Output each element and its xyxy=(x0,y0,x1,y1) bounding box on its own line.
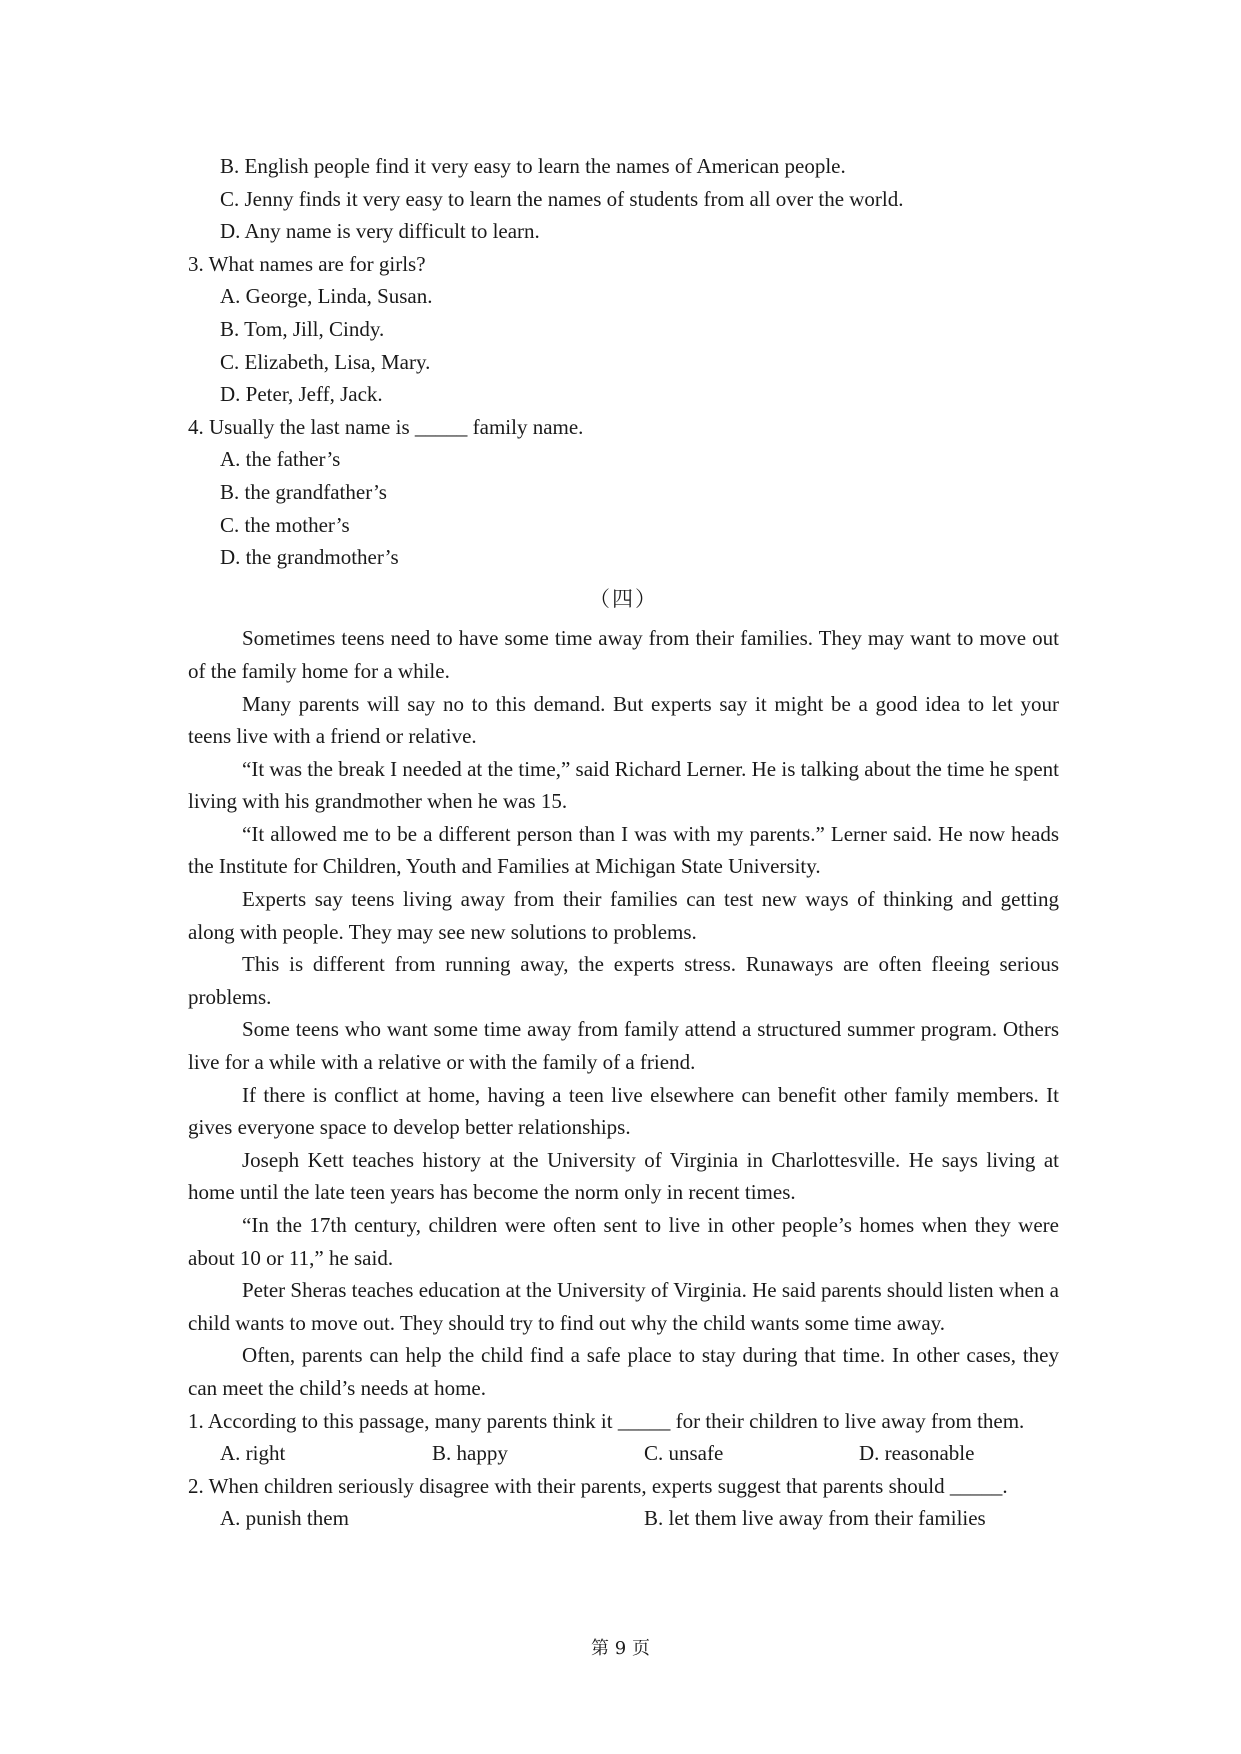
passage-paragraph: Peter Sheras teaches education at the University of Virginia. He said parents should listen when a child wants to move out. They should try to find out why the child wants some time away. xyxy=(188,1278,1059,1335)
q2-option-b: B. English people find it very easy to learn the names of American people. xyxy=(220,154,846,178)
passage-paragraph: Often, parents can help the child find a safe place to stay during that time. In other cases, they can meet the child’s needs at home. xyxy=(188,1343,1059,1400)
q4-option-b: B. the grandfather’s xyxy=(220,479,387,504)
sec4-q2-question: 2. When children seriously disagree with their parents, experts suggest that parents should _____. xyxy=(188,1473,1008,1498)
q4-option-a: A. the father’s xyxy=(220,447,341,472)
section-title: （四） xyxy=(589,586,658,611)
q3-option-b: B. Tom, Jill, Cindy. xyxy=(220,316,385,341)
page-number: 第 9 页 xyxy=(591,1638,650,1659)
sec4-q1-option-d: D. reasonable xyxy=(859,1441,975,1466)
passage-paragraph: Some teens who want some time away from family attend a structured summer program. Others live for a while with a relative or with the family of a friend. xyxy=(188,1017,1059,1075)
sec4-q1-option-b: B. happy xyxy=(432,1441,508,1466)
sec4-q2-option-a: A. punish them xyxy=(220,1506,349,1531)
q3-question: 3. What names are for girls? xyxy=(188,251,426,276)
passage-paragraph: “It was the break I needed at the time,” said Richard Lerner. He is talking about the time he spent living with his grandmother when he was 15. xyxy=(188,756,1059,814)
passage-paragraph: Many parents will say no to this demand. But experts say it might be a good idea to let your teens live with a friend or relative. xyxy=(188,691,1059,749)
passage-paragraph: “In the 17th century, children were often sent to live in other people’s homes when they were about 10 or 11,” he said. xyxy=(188,1213,1059,1270)
sec4-q1-question: 1. According to this passage, many parents think it _____ for their children to live away from them. xyxy=(188,1408,1025,1433)
q2-option-c: C. Jenny finds it very easy to learn the names of students from all over the world. xyxy=(220,186,904,211)
sec4-q2-options xyxy=(188,1502,1059,1535)
passage-paragraph: “It allowed me to be a different person than I was with my parents.” Lerner said. He now heads the Institute for Children, Youth and Families at Michigan State University. xyxy=(188,821,1059,879)
passage-paragraph: If there is conflict at home, having a teen live elsewhere can benefit other family members. It gives everyone space to develop better relationships. xyxy=(188,1082,1059,1140)
sec4-q1-options xyxy=(188,1437,1059,1470)
q4-option-c: C. the mother’s xyxy=(220,512,350,537)
q3-option-a: A. George, Linda, Susan. xyxy=(220,284,433,309)
q2-option-d: D. Any name is very difficult to learn. xyxy=(220,219,540,244)
sec4-q1-option-c: C. unsafe xyxy=(644,1441,724,1466)
q3-option-d: D. Peter, Jeff, Jack. xyxy=(220,382,383,407)
passage-paragraph: Sometimes teens need to have some time away from their families. They may want to move out of the family home for a while. xyxy=(188,626,1059,683)
passage-paragraph: Experts say teens living away from their families can test new ways of thinking and getting along with people. They may see new solutions to problems. xyxy=(188,887,1059,944)
passage-paragraph: This is different from running away, the experts stress. Runaways are often fleeing serious problems. xyxy=(188,952,1059,1009)
q4-option-d: D. the grandmother’s xyxy=(220,545,399,570)
sec4-q1-option-a: A. right xyxy=(220,1441,286,1466)
q3-option-c: C. Elizabeth, Lisa, Mary. xyxy=(220,349,431,374)
passage-paragraph: Joseph Kett teaches history at the University of Virginia in Charlottesville. He says living at home until the late teen years has become the norm only in recent times. xyxy=(188,1147,1059,1205)
sec4-q2-option-b: B. let them live away from their families xyxy=(644,1506,986,1531)
document-page xyxy=(188,150,1059,1535)
q4-question: 4. Usually the last name is _____ family name. xyxy=(188,414,584,439)
